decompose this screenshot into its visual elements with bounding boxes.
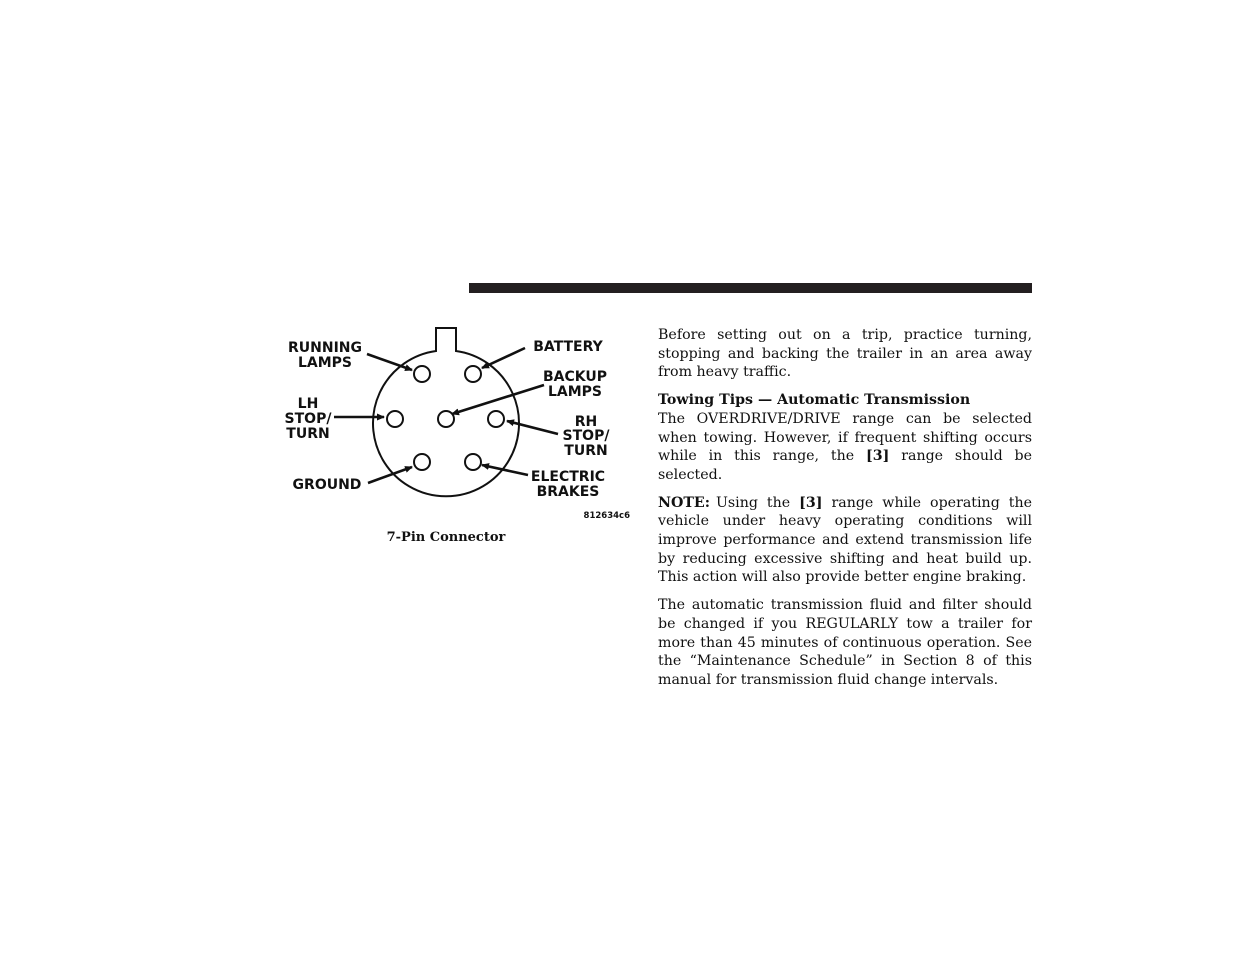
paragraph-practice: Before setting out on a trip, practice turning, stopping and backing the trailer in an area away from heavy traffic.: [658, 327, 1032, 381]
label-battery: BATTERY: [533, 339, 603, 355]
paragraph-note: [658, 494, 1032, 588]
arrow-backup-lamps: [452, 385, 544, 414]
label-backup-lamps: LAMPS: [547, 384, 603, 400]
arrow-rh-stop-turn: [507, 421, 558, 434]
label-lh: LH: [297, 396, 319, 412]
pin-running-lamps: [414, 366, 430, 382]
note-text-b: range while operating the vehicle under heavy operating conditions will improve performance and extend transmission life by reducing excessive shifting and heat build up. This action will also provide better engine braking.: [658, 494, 1032, 586]
label-rh-turn: TURN: [564, 443, 608, 459]
pin-electric-brakes: [465, 454, 481, 470]
pin-backup-lamps: [438, 411, 454, 427]
label-rh: RH: [574, 414, 598, 430]
label-electric-brakes: BRAKES: [536, 484, 600, 500]
paragraph-fluid-filter: The automatic transmission fluid and filter should be changed if you REGULARLY tow a trailer for more than 45 minutes of continuous operation. See the “Maintenance Schedule” in Section 8 of this manual for transmission fluid change intervals.: [658, 597, 1032, 688]
note-text-a: Using the: [715, 494, 800, 511]
pin-ground: [414, 454, 430, 470]
arrow-battery: [482, 348, 525, 368]
paragraph-overdrive: [658, 410, 1032, 485]
pin-rh-stop-turn: [488, 411, 504, 427]
label-running: RUNNING: [288, 340, 362, 356]
connector-diagram: [282, 322, 634, 527]
figure-code: 812634c6: [583, 511, 630, 521]
note-range-3-bold: [3]: [799, 494, 823, 511]
label-lh-turn: TURN: [286, 426, 330, 442]
range-3-bold: [3]: [866, 448, 890, 465]
label-electric: ELECTRIC: [530, 469, 606, 485]
pin-battery: [465, 366, 481, 382]
paragraph-overdrive-b: range should be selected.: [658, 448, 1032, 483]
connector-svg: [282, 322, 634, 527]
paragraph-overdrive-a: The OVERDRIVE/DRIVE range can be selected when towing. However, if frequent shifting occurs while in this range, the: [658, 410, 1032, 465]
body-text-column: [658, 326, 1032, 699]
header-rule: [469, 283, 1032, 293]
note-label: NOTE:: [658, 494, 710, 511]
label-backup: BACKUP: [542, 369, 608, 385]
label-running-lamps: LAMPS: [297, 355, 353, 371]
label-ground: GROUND: [292, 477, 362, 493]
section-heading: Towing Tips — Automatic Transmission: [658, 392, 971, 409]
label-lh-stop: STOP/: [284, 411, 332, 427]
label-rh-stop: STOP/: [562, 428, 610, 444]
pin-lh-stop-turn: [387, 411, 403, 427]
figure-caption: 7-Pin Connector: [386, 530, 506, 545]
